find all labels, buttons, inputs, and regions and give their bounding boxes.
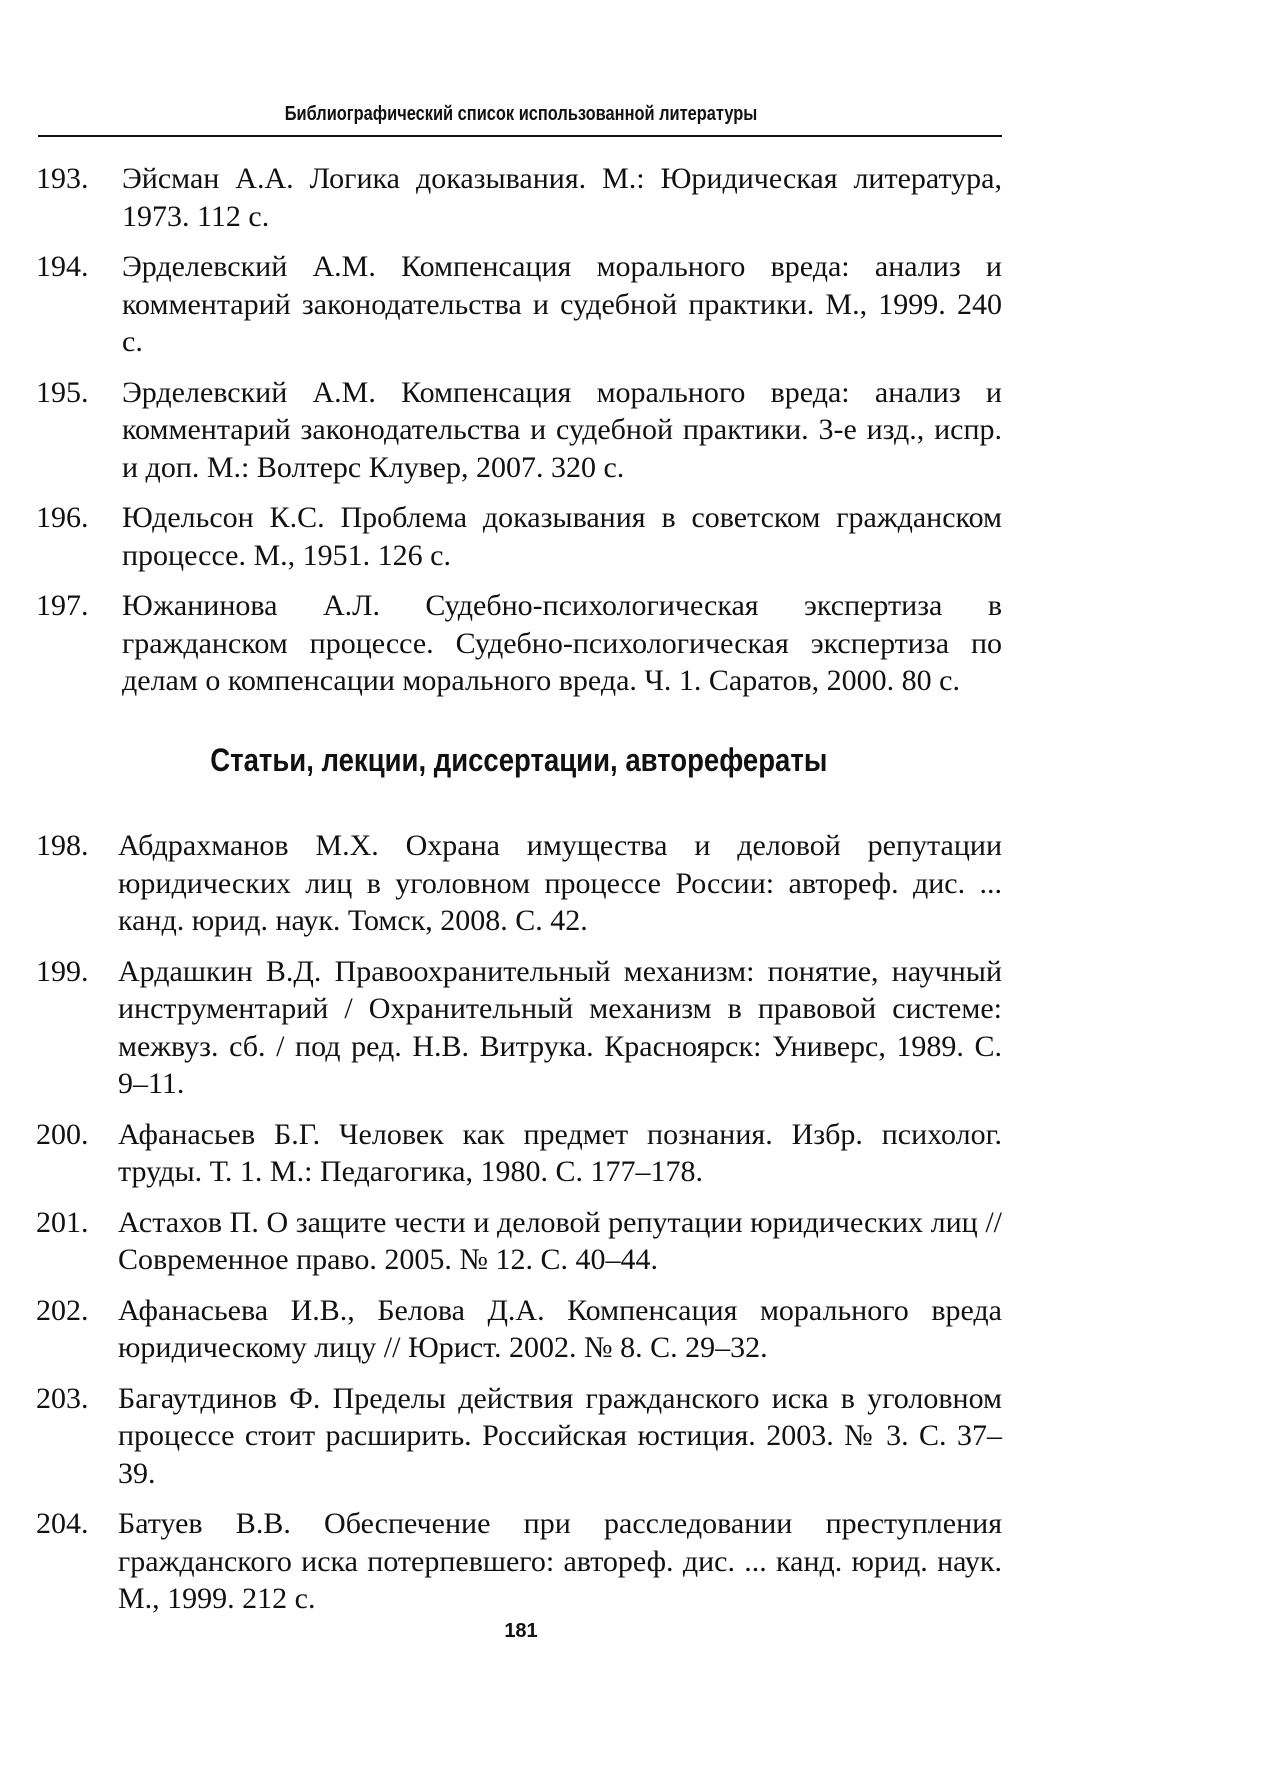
entry-number: 202. — [36, 1293, 89, 1327]
bibliography-entry — [36, 248, 1002, 361]
bibliography-entry — [36, 1204, 1002, 1279]
bibliography-entry — [36, 1380, 1002, 1493]
bibliography-list-articles — [36, 827, 1002, 1631]
entry-text: Абдрахманов М.Х. Охрана имущества и деловой репутации юридических лиц в уголовном процессе России: автореф. дис. ... канд. юрид. наук. Томск, 2008. С. 42. — [118, 829, 1002, 937]
bibliography-entry — [36, 499, 1002, 574]
entry-number: 200. — [36, 1117, 89, 1151]
bibliography-entry — [36, 1116, 1002, 1191]
entry-number: 197. — [36, 589, 89, 622]
entry-text: Эйсман А.А. Логика доказывания. М.: Юридическая литература, 1973. 112 с. — [122, 162, 1002, 233]
bibliography-list-books — [36, 160, 1002, 713]
entry-number: 196. — [36, 501, 89, 534]
entry-number: 199. — [36, 954, 89, 988]
entry-text: Юдельсон К.С. Проблема доказывания в советском гражданском процессе. М., 1951. 126 с. — [122, 501, 1002, 572]
entry-number: 193. — [36, 162, 89, 195]
bibliography-entry — [36, 587, 1002, 700]
running-header: Библиографический список использованной литературы — [284, 103, 758, 125]
entry-number: 201. — [36, 1205, 89, 1239]
header-divider — [38, 135, 1002, 137]
section-heading-text: Статьи, лекции, диссертации, авторефераты — [210, 742, 828, 778]
entry-text: Батуев В.В. Обеспечение при расследовании преступления гражданского иска потерпевшего: автореф. дис. ... канд. юрид. наук. М., 1999. 212 с. — [118, 1507, 1002, 1615]
bibliography-entry — [36, 1505, 1002, 1618]
entry-text: Ардашкин В.Д. Правоохранительный механизм: понятие, научный инструментарий / Охранительный механизм в правовой системе: межвуз. сб. / под ред. Н.В. Витрука. Красноярск: Универс, 1989. С. 9–11. — [118, 954, 1002, 1100]
entry-number: 195. — [36, 375, 89, 409]
entry-text: Афанасьева И.В., Белова Д.А. Компенсация морального вреда юридическому лицу // Юрист. 2002. № 8. С. 29–32. — [118, 1293, 1002, 1364]
bibliography-entry — [36, 827, 1002, 940]
entry-text: Эрделевский А.М. Компенсация морального вреда: анализ и комментарий законодательства и судебной практики. М., 1999. 240 с. — [122, 250, 1002, 358]
entry-text: Афанасьев Б.Г. Человек как предмет познания. Избр. психолог. труды. Т. 1. М.: Педагогика, 1980. С. 177–178. — [118, 1117, 1002, 1188]
entry-text: Астахов П. О защите чести и деловой репутации юридических лиц // Современное право. 2005. № 12. С. 40–44. — [118, 1205, 1002, 1276]
section-heading — [36, 742, 1002, 779]
entry-number: 203. — [36, 1381, 89, 1415]
entry-text: Эрделевский А.М. Компенсация морального вреда: анализ и комментарий законодательства и судебной практики. 3-е изд., испр. и доп. М.: Волтерс Клувер, 2007. 320 с. — [122, 375, 1002, 484]
entry-text: Багаутдинов Ф. Пределы действия гражданского иска в уголовном процессе стоит расширить. Российская юстиция. 2003. № 3. С. 37–39. — [118, 1381, 1002, 1490]
page-number: 181 — [504, 1620, 538, 1642]
bibliography-entry — [36, 1292, 1002, 1367]
entry-number: 204. — [36, 1507, 89, 1540]
bibliography-entry — [36, 160, 1002, 235]
entry-number: 194. — [36, 250, 89, 283]
bibliography-entry — [36, 953, 1002, 1103]
bibliography-entry — [36, 374, 1002, 487]
entry-text: Южанинова А.Л. Судебно-психологическая экспертиза в гражданском процессе. Судебно-психологическая экспертиза по делам о компенсации морального вреда. Ч. 1. Саратов, 2000. 80 с. — [122, 589, 1002, 697]
entry-number: 198. — [36, 829, 89, 862]
